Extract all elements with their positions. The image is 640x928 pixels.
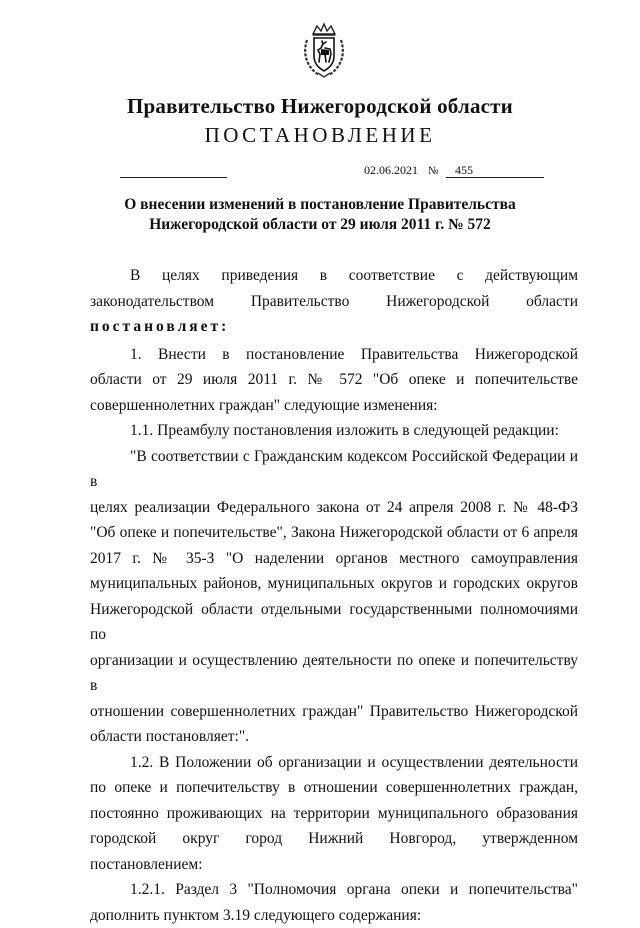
quote-line: области постановляет:". (90, 724, 578, 750)
government-title: Правительство Нижегородской области (0, 94, 640, 119)
body-line: совершеннолетних граждан" следующие изменения: (90, 393, 578, 419)
date-blank-line (120, 177, 227, 178)
body-line: 1.1. Преамбулу постановления изложить в следующей редакции: (90, 418, 578, 444)
document-subject (60, 195, 580, 235)
quote-line: целях реализации Федерального закона от 24 апреля 2008 г. № 48-ФЗ (90, 495, 578, 521)
body-line: по опеке и попечительству в отношении совершеннолетних граждан, (90, 775, 578, 801)
quote-line: Нижегородской области отдельными государственными полномочиями по (90, 597, 578, 648)
quote-line: отношении совершеннолетних граждан" Правительство Нижегородской (90, 699, 578, 725)
body-line: 1. Внести в постановление Правительства Нижегородской (90, 342, 578, 368)
nizhny-novgorod-coat-of-arms-icon (301, 22, 347, 78)
document-date: 02.06.2021 (364, 163, 418, 178)
decree-word-text: постановляет: (90, 318, 229, 335)
subject-line-1: О внесении изменений в постановление Правительства (60, 195, 580, 215)
body-line: 1.2. В Положении об организации и осуществлении деятельности (90, 750, 578, 776)
body-line: постоянно проживающих на территории муниципального образования (90, 801, 578, 827)
body-line: В целях приведения в соответствие с действующим (90, 263, 578, 289)
document-number: 455 (455, 163, 473, 178)
quote-line: "В соответствии с Гражданским кодексом Российской Федерации и в (90, 444, 578, 495)
document-type: ПОСТАНОВЛЕНИЕ (0, 123, 640, 148)
document-body (90, 263, 578, 928)
number-underline (446, 177, 544, 178)
body-line: области от 29 июля 2011 г. № 572 "Об опеке и попечительстве (90, 367, 578, 393)
quote-line: организации и осуществлению деятельности по опеке и попечительству в (90, 648, 578, 699)
body-line: 1.2.1. Раздел 3 "Полномочия органа опеки и попечительства" (90, 877, 578, 903)
number-sign: № (428, 165, 439, 177)
body-line: дополнить пунктом 3.19 следующего содержания: (90, 903, 578, 928)
decree-word (90, 314, 578, 340)
body-line: законодательством Правительство Нижегородской области (90, 289, 578, 315)
subject-line-2: Нижегородской области от 29 июля 2011 г. № 572 (60, 215, 580, 235)
quote-line: "Об опеке и попечительстве", Закона Нижегородской области от 6 апреля (90, 520, 578, 546)
quote-line: муниципальных районов, муниципальных округов и городских округов (90, 571, 578, 597)
body-line: городской округ город Нижний Новгород, утвержденном постановлением: (90, 826, 578, 877)
quote-line: 2017 г. № 35-З "О наделении органов местного самоуправления (90, 546, 578, 572)
